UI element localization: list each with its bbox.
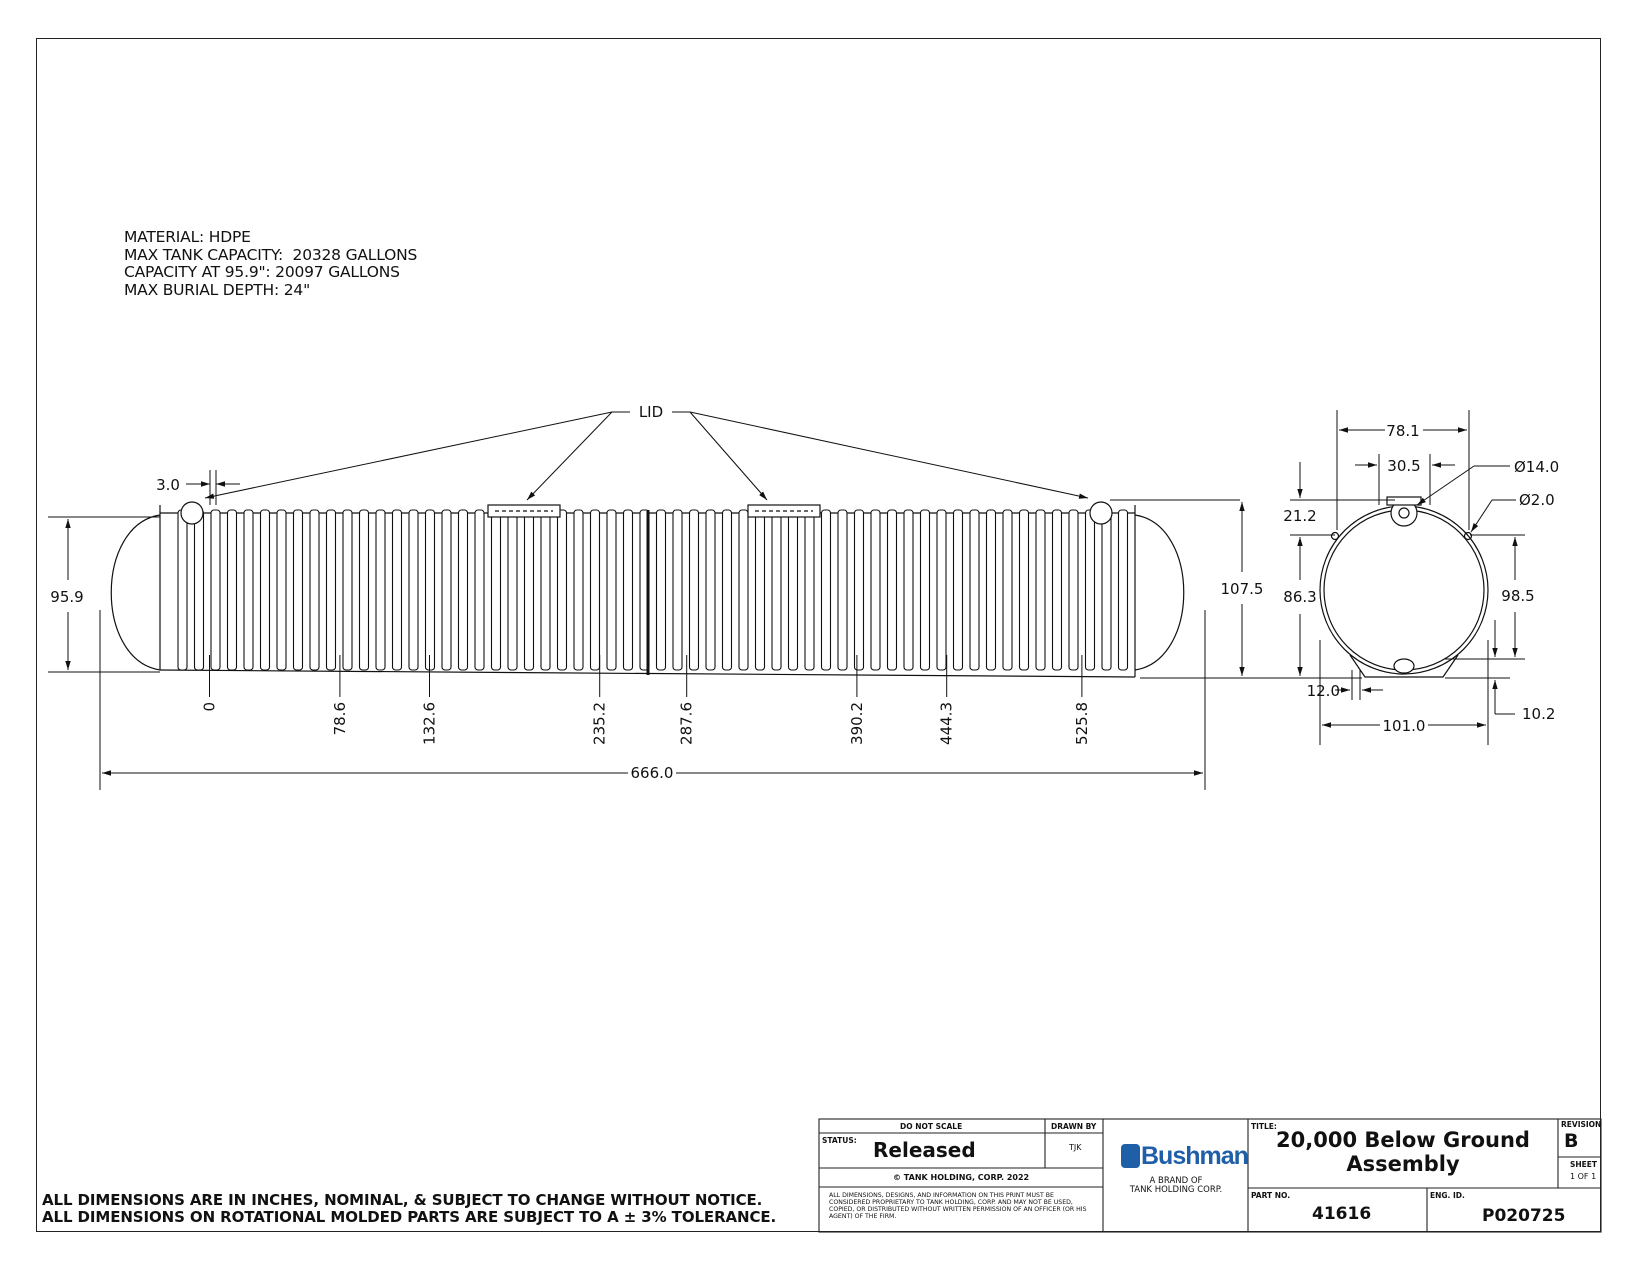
- side-view: [111, 502, 1184, 677]
- dim-top-height-label: 21.2: [1283, 507, 1317, 525]
- corrugation-rib: [772, 510, 781, 670]
- dim-top-offset: [186, 470, 240, 505]
- station-label: 444.3: [937, 702, 956, 745]
- tank-end-circle: [1320, 506, 1488, 674]
- corrugation-rib: [426, 510, 435, 670]
- corrugation-rib: [558, 510, 567, 670]
- water-drop-icon: [1121, 1144, 1140, 1168]
- corrugation-rib: [574, 510, 583, 670]
- sheet-label: SHEET: [1570, 1160, 1598, 1169]
- corrugation-rib: [1119, 510, 1128, 670]
- dim-base-left-label: 12.0: [1306, 682, 1340, 700]
- corrugation-rib: [277, 510, 286, 670]
- corrugation-rib: [954, 510, 963, 670]
- bushman-logo: [1121, 1142, 1248, 1170]
- dim-inlet-spacing-label: 30.5: [1387, 457, 1421, 475]
- dim-base-right-label: 10.2: [1522, 705, 1556, 723]
- corrugation-rib: [690, 510, 699, 670]
- corrugation-rib: [855, 510, 864, 670]
- corrugation-rib: [591, 510, 600, 670]
- corrugation-rib: [228, 510, 237, 670]
- station-label: 390.2: [847, 702, 866, 745]
- proprietary-disclaimer: ALL DIMENSIONS, DESIGNS, AND INFORMATION ON THIS PRINT MUST BE CONSIDERED PROPRIETARY TO TANK HOLDING, CORP. AND MAY NOT BE USED, COPIED, OR DISTRIBUTED WITHOUT WRITTEN PERMISSION OF AN OFFICER (OR HIS AGENT) OF THE FIRM.: [829, 1192, 1087, 1220]
- eng-id-value: P020725: [1482, 1206, 1566, 1226]
- lid-risers: [488, 505, 820, 517]
- revision-value: B: [1564, 1130, 1579, 1152]
- note-max-burial-depth: MAX BURIAL DEPTH: 24": [124, 280, 311, 299]
- do-not-scale-label: DO NOT SCALE: [900, 1122, 963, 1131]
- status-label: STATUS:: [822, 1136, 857, 1145]
- corrugation-rib: [1036, 510, 1045, 670]
- dim-top-width-label: 78.1: [1386, 422, 1420, 440]
- corrugation-rib: [1020, 510, 1029, 670]
- corrugation-rib: [1086, 510, 1095, 670]
- corrugation-rib: [970, 510, 979, 670]
- corrugation-rib: [624, 510, 633, 670]
- corrugation-rib: [541, 510, 550, 670]
- corrugation-rib: [706, 510, 715, 670]
- title-label: TITLE:: [1251, 1122, 1277, 1131]
- station-label: 132.6: [420, 702, 439, 745]
- corrugation-rib: [475, 510, 484, 670]
- corrugation-rib: [673, 510, 682, 670]
- part-no-label: PART NO.: [1251, 1191, 1291, 1200]
- drawing-title-line-1: 20,000 Below Ground: [1276, 1128, 1530, 1152]
- inlet-right: [1090, 502, 1112, 524]
- dim-overall-length-label: 666.0: [630, 764, 674, 782]
- station-label: 235.2: [590, 702, 609, 745]
- side-port-left: [1332, 533, 1339, 540]
- corrugation-rib: [1053, 510, 1062, 670]
- note-material: MATERIAL: HDPE: [124, 228, 251, 246]
- corrugation-rib: [1102, 510, 1111, 670]
- revision-label: REVISION: [1561, 1120, 1602, 1129]
- corrugation-rib: [294, 510, 303, 670]
- dim-base-width-label: 101.0: [1382, 717, 1426, 735]
- general-footnotes: [42, 1192, 776, 1226]
- corrugation-rib: [261, 510, 270, 670]
- corrugation-rib: [904, 510, 913, 670]
- corrugation-rib: [607, 510, 616, 670]
- corrugation-rib: [739, 510, 748, 670]
- station-label: 525.8: [1072, 702, 1091, 745]
- corrugation-rib: [789, 510, 798, 670]
- corrugation-rib: [327, 510, 336, 670]
- corrugation-rib: [409, 510, 418, 670]
- corrugation-rib: [508, 510, 517, 670]
- corrugation-rib: [178, 510, 187, 670]
- corrugation-rib: [921, 510, 930, 670]
- drawn-by-value: TJK: [1069, 1143, 1082, 1152]
- corrugation-rib: [871, 510, 880, 670]
- dim-height-right: [1110, 500, 1295, 678]
- eng-id-label: ENG. ID.: [1430, 1191, 1465, 1200]
- corrugation-rib: [1003, 510, 1012, 670]
- corrugation-rib: [937, 510, 946, 670]
- brand-tagline: [1106, 1177, 1246, 1195]
- corrugation-rib: [525, 510, 534, 670]
- corrugation-rib: [723, 510, 732, 670]
- end-view: [1320, 497, 1488, 677]
- lid-label: LID: [638, 403, 664, 421]
- corrugation-rib: [310, 510, 319, 670]
- dim-lid-diameter-label: Ø14.0: [1514, 458, 1560, 476]
- sheet-value: 1 OF 1: [1570, 1172, 1597, 1181]
- corrugation-rib: [360, 510, 369, 670]
- corrugation-rib: [888, 510, 897, 670]
- drawn-by-label: DRAWN BY: [1051, 1122, 1097, 1131]
- footnote-dimensions: ALL DIMENSIONS ARE IN INCHES, NOMINAL, & SUBJECT TO CHANGE WITHOUT NOTICE.: [42, 1191, 763, 1209]
- corrugation-rib: [376, 510, 385, 670]
- dim-port-diameter-label: Ø2.0: [1519, 491, 1555, 509]
- corrugation-ribs: [178, 510, 1128, 670]
- station-label: 287.6: [677, 702, 696, 745]
- note-capacity-at-height: CAPACITY AT 95.9": 20097 GALLONS: [124, 263, 400, 281]
- corrugation-rib: [393, 510, 402, 670]
- corrugation-rib: [211, 510, 220, 670]
- dim-top-offset-label: 3.0: [156, 476, 180, 494]
- dim-right-height-label: 98.5: [1501, 587, 1535, 605]
- brand-tagline-line-2: TANK HOLDING CORP.: [1129, 1185, 1223, 1195]
- corrugation-rib: [987, 510, 996, 670]
- corrugation-rib: [492, 510, 501, 670]
- corrugation-rib: [838, 510, 847, 670]
- station-label: 78.6: [330, 702, 349, 736]
- copyright: © TANK HOLDING, CORP. 2022: [893, 1173, 1030, 1182]
- station-label: 0: [200, 702, 219, 712]
- corrugation-rib: [343, 510, 352, 670]
- corrugation-rib: [805, 510, 814, 670]
- inlet-left: [181, 502, 203, 524]
- corrugation-rib: [459, 510, 468, 670]
- lid-callout: [205, 412, 1088, 500]
- corrugation-rib: [1069, 510, 1078, 670]
- brand-tagline-line-1: A BRAND OF: [1149, 1176, 1203, 1186]
- corrugation-rib: [756, 510, 765, 670]
- part-no-value: 41616: [1312, 1204, 1372, 1224]
- status-value: Released: [873, 1138, 976, 1162]
- corrugation-rib: [822, 510, 831, 670]
- corrugation-rib: [657, 510, 666, 670]
- dim-height-left-label: 95.9: [50, 588, 84, 606]
- drawing-title: [1250, 1128, 1556, 1176]
- brand-name: Bushman: [1141, 1141, 1248, 1170]
- corrugation-rib: [442, 510, 451, 670]
- bottom-outlet: [1394, 659, 1414, 673]
- drawing-title-line-2: Assembly: [1346, 1152, 1460, 1176]
- corrugation-rib: [195, 510, 204, 670]
- note-max-capacity: MAX TANK CAPACITY: 20328 GALLONS: [124, 245, 418, 264]
- dim-body-height-label: 86.3: [1283, 588, 1317, 606]
- footnote-tolerance: ALL DIMENSIONS ON ROTATIONAL MOLDED PARTS ARE SUBJECT TO A ± 3% TOLERANCE.: [42, 1208, 777, 1226]
- corrugation-rib: [244, 510, 253, 670]
- dim-height-right-label: 107.5: [1220, 580, 1264, 598]
